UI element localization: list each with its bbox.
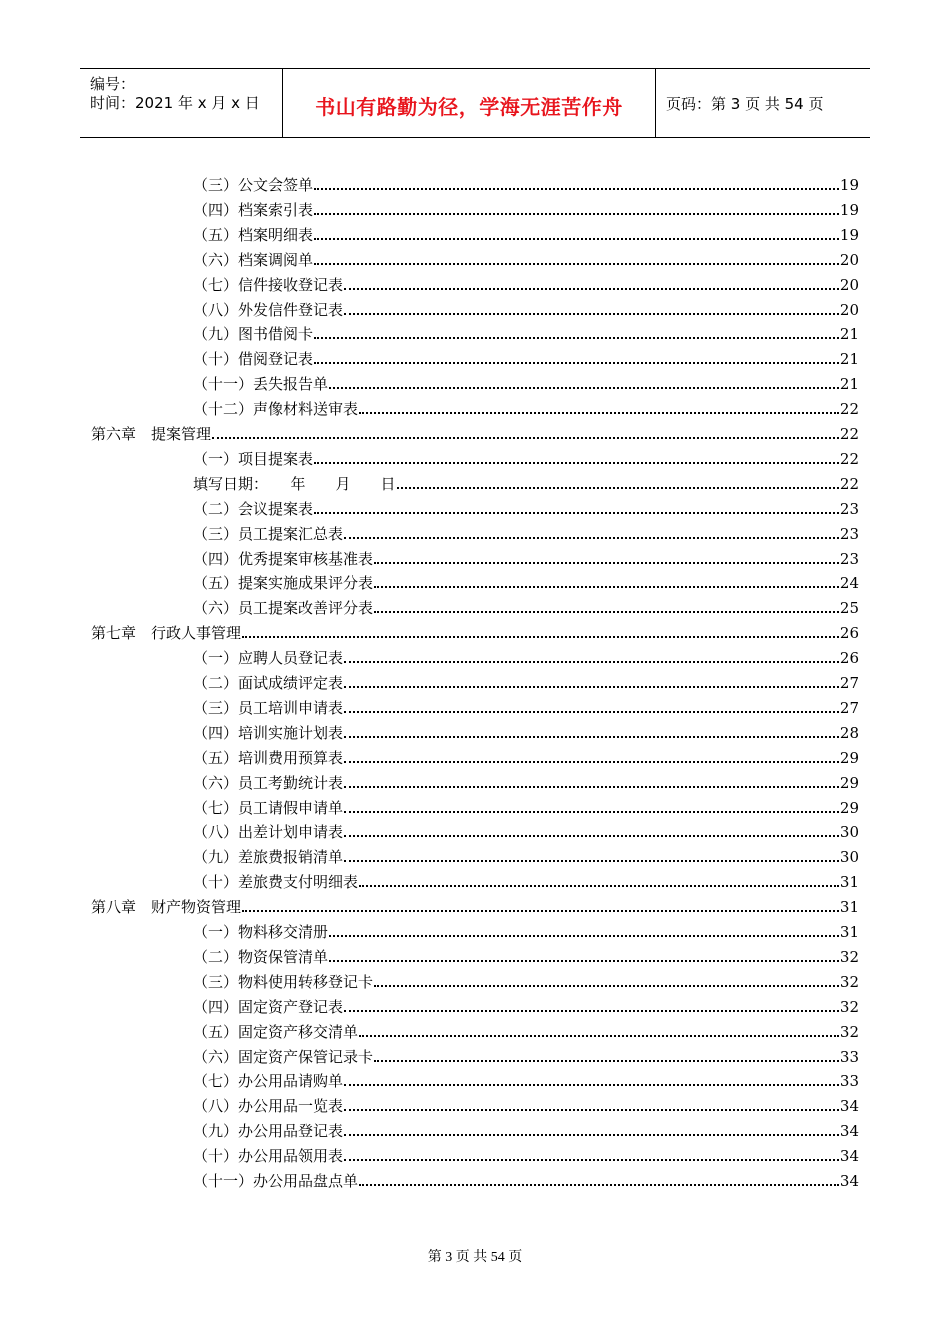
toc-entry-label: （四）培训实施计划表 bbox=[193, 723, 344, 742]
toc-entry-page-number: 21 bbox=[839, 375, 859, 394]
toc-entry-label: 填写日期： 年 月 日 bbox=[193, 474, 396, 493]
toc-entry-label: 第六章 提案管理 bbox=[91, 425, 212, 443]
toc-dot-leader bbox=[374, 586, 839, 588]
toc-dot-leader bbox=[344, 537, 839, 539]
toc-entry-page-number: 22 bbox=[839, 474, 859, 493]
toc-entry-page-number: 32 bbox=[839, 1022, 859, 1041]
toc-dot-leader bbox=[212, 437, 839, 439]
toc-entry-label: （四）优秀提案审核基准表 bbox=[193, 549, 374, 568]
toc-entry[interactable] bbox=[193, 743, 859, 767]
toc-entry-page-number: 23 bbox=[839, 549, 859, 568]
toc-entry[interactable] bbox=[193, 967, 859, 991]
header-motto-cell bbox=[283, 69, 656, 137]
toc-entry-page-number: 31 bbox=[839, 923, 859, 941]
toc-entry-label: （十二）声像材料送审表 bbox=[193, 400, 359, 419]
toc-chapter-entry[interactable] bbox=[91, 618, 859, 642]
toc-entry-label: （六）员工考勤统计表 bbox=[193, 773, 344, 792]
toc-entry-label: （四）档案索引表 bbox=[193, 200, 314, 219]
toc-entry-page-number: 26 bbox=[839, 649, 859, 668]
toc-entry-label: （六）档案调阅单 bbox=[193, 250, 314, 269]
toc-entry[interactable] bbox=[193, 942, 859, 966]
toc-chapter-entry[interactable] bbox=[91, 892, 859, 916]
toc-dot-leader bbox=[344, 786, 839, 788]
page-footer: 第 3 页 共 54 页 bbox=[427, 1250, 523, 1265]
toc-entry-page-number: 20 bbox=[839, 250, 859, 269]
toc-entry[interactable] bbox=[193, 295, 859, 319]
toc-entry-label: （八）外发信件登记表 bbox=[193, 300, 344, 319]
toc-entry-label: （三）公文会签单 bbox=[193, 176, 314, 194]
toc-entry[interactable] bbox=[193, 1166, 859, 1190]
toc-entry-page-number: 30 bbox=[839, 848, 859, 867]
document-date-label: 时间：2021 年 x 月 x 日 bbox=[90, 94, 260, 112]
toc-entry-page-number: 31 bbox=[839, 898, 859, 917]
toc-entry-page-number: 23 bbox=[839, 524, 859, 543]
toc-dot-leader bbox=[344, 686, 839, 688]
toc-entry-label: （一）项目提案表 bbox=[193, 449, 314, 468]
toc-dot-leader bbox=[374, 1060, 839, 1062]
header-page-cell bbox=[656, 69, 870, 137]
toc-entry[interactable] bbox=[193, 369, 859, 393]
toc-entry[interactable] bbox=[193, 693, 859, 717]
toc-dot-leader bbox=[314, 337, 839, 339]
toc-entry[interactable] bbox=[193, 270, 859, 294]
toc-dot-leader bbox=[344, 1159, 839, 1161]
toc-entry-page-number: 23 bbox=[839, 499, 859, 518]
toc-entry-page-number: 20 bbox=[839, 300, 859, 319]
toc-dot-leader bbox=[344, 711, 839, 713]
toc-dot-leader bbox=[344, 661, 839, 663]
toc-dot-leader bbox=[314, 213, 839, 215]
toc-entry-label: （十一）办公用品盘点单 bbox=[193, 1172, 359, 1190]
toc-entry-page-number: 34 bbox=[839, 1147, 859, 1166]
toc-entry[interactable] bbox=[193, 593, 859, 617]
toc-entry[interactable] bbox=[193, 220, 859, 244]
toc-entry-page-number: 30 bbox=[839, 823, 859, 842]
toc-entry-label: （一）应聘人员登记表 bbox=[193, 649, 344, 668]
toc-entry-page-number: 20 bbox=[839, 275, 859, 294]
toc-entry-page-number: 26 bbox=[839, 624, 859, 643]
toc-entry-page-number: 19 bbox=[839, 200, 859, 219]
toc-entry-page-number: 27 bbox=[839, 698, 859, 717]
header-page-info: 页码：第 3 页 共 54 页 bbox=[666, 95, 824, 113]
toc-entry[interactable] bbox=[193, 1017, 859, 1041]
toc-dot-leader bbox=[344, 1109, 839, 1111]
toc-dot-leader bbox=[242, 636, 839, 638]
document-number-label: 编号： bbox=[90, 75, 136, 93]
toc-entry-label: （十一）丢失报告单 bbox=[193, 375, 329, 394]
toc-entry-page-number: 25 bbox=[839, 599, 859, 618]
toc-entry-label: （十）办公用品领用表 bbox=[193, 1147, 344, 1166]
toc-entry-label: （三）物料使用转移登记卡 bbox=[193, 972, 374, 991]
toc-entry-label: （五）档案明细表 bbox=[193, 225, 314, 244]
toc-entry-page-number: 34 bbox=[839, 1097, 859, 1116]
toc-dot-leader bbox=[344, 288, 839, 290]
toc-dot-leader bbox=[359, 412, 839, 414]
toc-entry-label: （六）固定资产保管记录卡 bbox=[193, 1047, 374, 1066]
toc-entry[interactable] bbox=[193, 643, 859, 667]
toc-entry-page-number: 27 bbox=[839, 674, 859, 692]
toc-entry-page-number: 29 bbox=[839, 748, 859, 767]
toc-dot-leader bbox=[344, 761, 839, 763]
toc-entry[interactable] bbox=[193, 319, 859, 343]
toc-dot-leader bbox=[397, 487, 839, 489]
toc-entry-page-number: 19 bbox=[839, 225, 859, 244]
toc-entry[interactable] bbox=[193, 494, 859, 518]
toc-entry-page-number: 31 bbox=[839, 873, 859, 892]
toc-entry[interactable] bbox=[193, 718, 859, 742]
toc-entry-label: （九）图书借阅卡 bbox=[193, 325, 314, 344]
toc-dot-leader bbox=[344, 313, 839, 315]
toc-entry[interactable] bbox=[193, 568, 859, 592]
toc-dot-leader bbox=[329, 387, 839, 389]
toc-entry-page-number: 24 bbox=[839, 574, 859, 593]
toc-entry-page-number: 33 bbox=[839, 1047, 859, 1066]
toc-entry[interactable] bbox=[193, 917, 859, 941]
toc-entry[interactable] bbox=[193, 817, 859, 841]
toc-entry-label: 第八章 财产物资管理 bbox=[91, 898, 242, 917]
toc-entry-label: （七）员工请假申请单 bbox=[193, 798, 344, 817]
toc-dot-leader bbox=[314, 238, 839, 240]
toc-entry-page-number: 32 bbox=[839, 997, 859, 1016]
toc-entry[interactable] bbox=[193, 768, 859, 792]
toc-dot-leader bbox=[359, 1035, 839, 1037]
toc-entry-label: 第七章 行政人事管理 bbox=[91, 624, 242, 643]
toc-entry-label: （九）差旅费报销清单 bbox=[193, 848, 344, 867]
toc-entry-label: （二）物资保管清单 bbox=[193, 947, 329, 966]
toc-entry-label: （六）员工提案改善评分表 bbox=[193, 599, 374, 618]
toc-entry[interactable] bbox=[193, 842, 859, 866]
toc-entry[interactable] bbox=[193, 1116, 859, 1140]
toc-dot-leader bbox=[344, 1010, 839, 1012]
toc-entry[interactable] bbox=[193, 1042, 859, 1066]
toc-entry[interactable] bbox=[193, 245, 859, 269]
toc-entry-page-number: 34 bbox=[839, 1172, 859, 1190]
toc-entry-page-number: 22 bbox=[839, 400, 859, 419]
toc-entry-label: （三）员工培训申请表 bbox=[193, 698, 344, 717]
toc-dot-leader bbox=[359, 885, 839, 887]
toc-entry[interactable] bbox=[193, 344, 859, 368]
toc-entry-label: （十）借阅登记表 bbox=[193, 350, 314, 369]
toc-entry-label: （三）员工提案汇总表 bbox=[193, 524, 344, 543]
toc-entry-page-number: 21 bbox=[839, 350, 859, 369]
toc-entry[interactable] bbox=[193, 170, 859, 194]
toc-entry-label: （八）出差计划申请表 bbox=[193, 823, 344, 842]
toc-entry-label: （八）办公用品一览表 bbox=[193, 1097, 344, 1116]
toc-dot-leader bbox=[329, 960, 839, 962]
toc-entry-label: （七）办公用品请购单 bbox=[193, 1072, 344, 1091]
toc-dot-leader bbox=[344, 860, 839, 862]
toc-entry-page-number: 22 bbox=[839, 449, 859, 468]
toc-entry[interactable] bbox=[193, 1066, 859, 1090]
toc-dot-leader bbox=[374, 611, 839, 613]
toc-entry-page-number: 28 bbox=[839, 723, 859, 742]
toc-dot-leader bbox=[374, 562, 839, 564]
header-meta-cell bbox=[80, 69, 283, 137]
toc-dot-leader bbox=[359, 1184, 839, 1186]
toc-entry[interactable] bbox=[193, 793, 859, 817]
toc-entry[interactable] bbox=[193, 1091, 859, 1115]
toc-entry[interactable] bbox=[193, 394, 859, 418]
toc-entry-page-number: 21 bbox=[839, 325, 859, 344]
toc-entry-page-number: 19 bbox=[839, 176, 859, 194]
toc-entry-label: （一）物料移交清册 bbox=[193, 923, 329, 941]
toc-dot-leader bbox=[314, 263, 839, 265]
toc-entry-page-number: 33 bbox=[839, 1072, 859, 1091]
toc-entry[interactable] bbox=[193, 992, 859, 1016]
toc-entry-label: （五）培训费用预算表 bbox=[193, 748, 344, 767]
toc-entry-label: （五）提案实施成果评分表 bbox=[193, 574, 374, 593]
toc-dot-leader bbox=[344, 811, 839, 813]
toc-dot-leader bbox=[344, 736, 839, 738]
toc-dot-leader bbox=[344, 835, 839, 837]
toc-entry-label: （二）会议提案表 bbox=[193, 499, 314, 518]
toc-entry-label: （五）固定资产移交清单 bbox=[193, 1022, 359, 1041]
page-header bbox=[80, 68, 870, 138]
toc-entry[interactable] bbox=[193, 668, 859, 692]
toc-dot-leader bbox=[374, 985, 839, 987]
toc-entry[interactable] bbox=[193, 519, 859, 543]
toc-entry[interactable] bbox=[193, 1141, 859, 1165]
toc-entry-label: （二）面试成绩评定表 bbox=[193, 674, 344, 692]
toc-entry-label: （十）差旅费支付明细表 bbox=[193, 873, 359, 892]
toc-dot-leader bbox=[314, 462, 839, 464]
toc-entry[interactable] bbox=[193, 469, 859, 493]
toc-entry[interactable] bbox=[193, 444, 859, 468]
toc-dot-leader bbox=[329, 935, 839, 937]
toc-entry[interactable] bbox=[193, 195, 859, 219]
toc-dot-leader bbox=[314, 512, 839, 514]
toc-dot-leader bbox=[242, 910, 839, 912]
toc-entry-page-number: 29 bbox=[839, 773, 859, 792]
toc-entry-page-number: 32 bbox=[839, 972, 859, 991]
toc-chapter-entry[interactable] bbox=[91, 419, 859, 443]
toc-entry-page-number: 22 bbox=[839, 425, 859, 443]
toc-entry-label: （七）信件接收登记表 bbox=[193, 275, 344, 294]
toc-dot-leader bbox=[344, 1134, 839, 1136]
toc-entry[interactable] bbox=[193, 867, 859, 891]
header-motto: 书山有路勤为径，学海无涯苦作舟 bbox=[315, 95, 623, 119]
toc-dot-leader bbox=[314, 362, 839, 364]
toc-dot-leader bbox=[344, 1084, 839, 1086]
toc-entry-page-number: 29 bbox=[839, 798, 859, 817]
toc-entry-label: （四）固定资产登记表 bbox=[193, 997, 344, 1016]
toc-entry-page-number: 34 bbox=[839, 1122, 859, 1141]
toc-entry-label: （九）办公用品登记表 bbox=[193, 1122, 344, 1141]
toc-entry-page-number: 32 bbox=[839, 947, 859, 966]
toc-dot-leader bbox=[314, 188, 839, 190]
toc-entry[interactable] bbox=[193, 544, 859, 568]
